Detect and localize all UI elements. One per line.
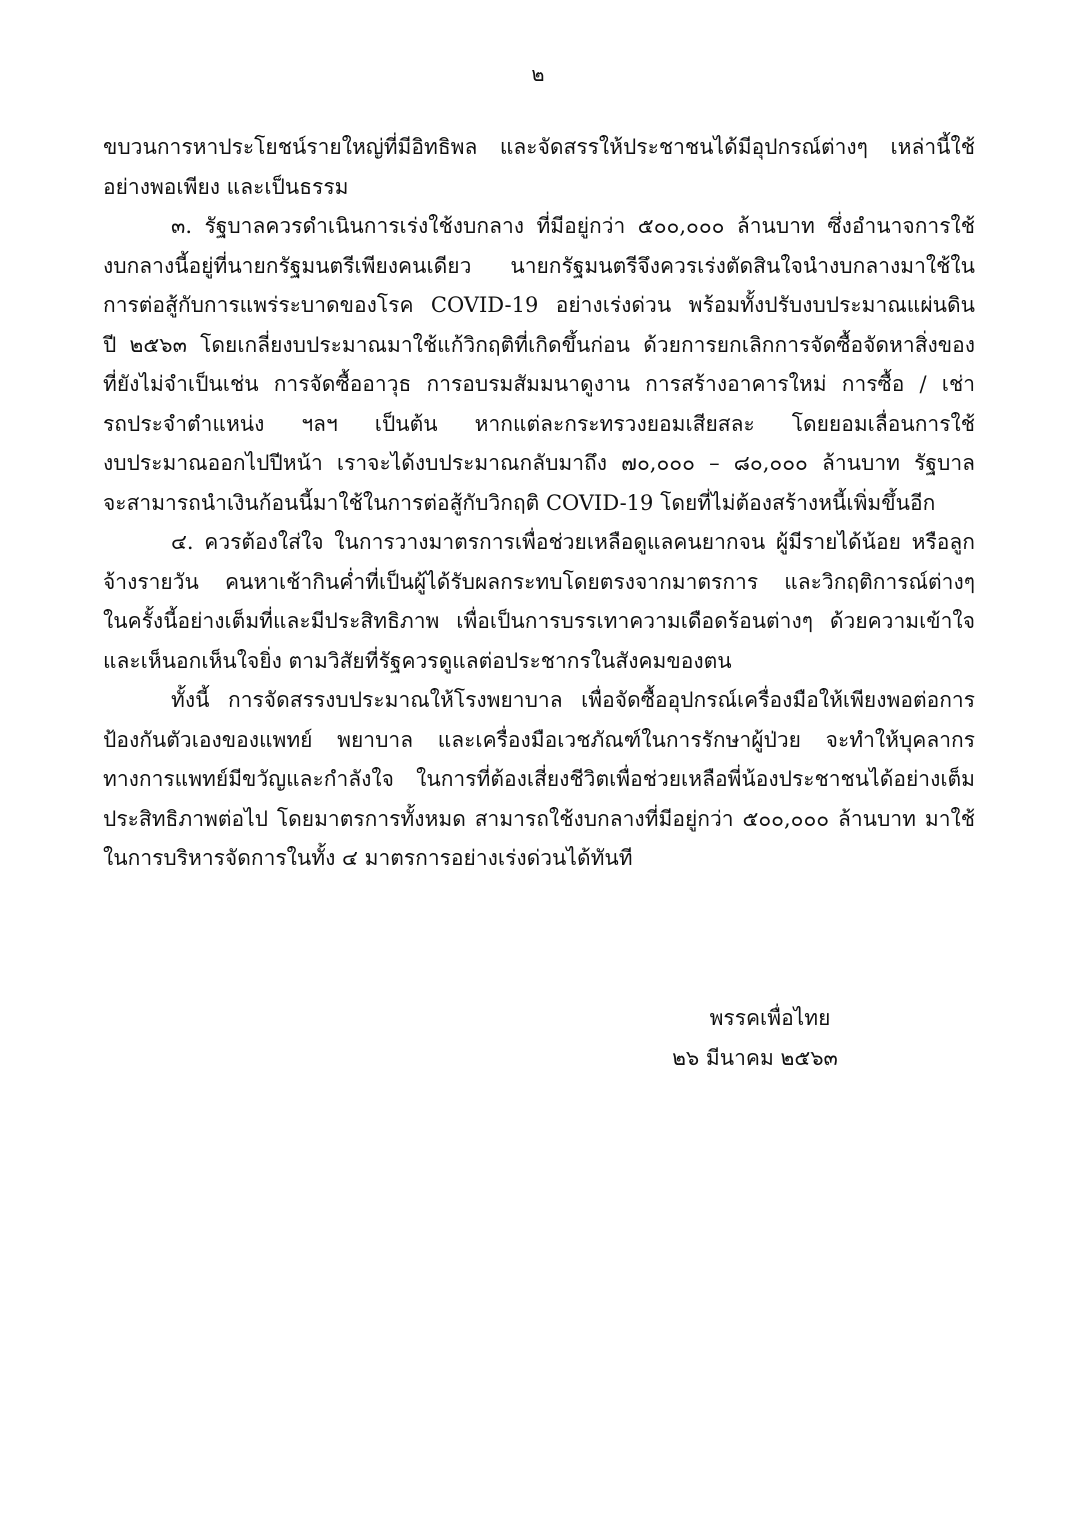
text-line: ขบวนการหาประโยชน์รายใหญ่ที่มีอิทธิพล และจัดสรรให้ประชาชนได้มีอุปกรณ์ต่างๆ เหล่านี้ใช้	[103, 135, 975, 159]
text-line: งบประมาณออกไปปีหน้า เราจะได้งบประมาณกลับมาถึง ๗๐,๐๐๐ – ๘๐,๐๐๐ ล้านบาท รัฐบาล	[103, 451, 975, 475]
text-line: จ้างรายวัน คนหาเช้ากินค่ำที่เป็นผู้ได้รับผลกระทบโดยตรงจากมาตรการ และวิกฤติการณ์ต่างๆ	[103, 569, 975, 594]
text-line: ในการบริหารจัดการในทั้ง ๔ มาตรการอย่างเร่งด่วนได้ทันที	[103, 846, 633, 870]
signature-date: ๒๖ มีนาคม ๒๕๖๓	[672, 1046, 838, 1070]
text-line: การต่อสู้กับการแพร่ระบาดของโรค COVID-19 อย่างเร่งด่วน พร้อมทั้งปรับงบประมาณแผ่นดิน	[103, 293, 975, 317]
closing-paragraph-first-line: ทั้งนี้ การจัดสรรงบประมาณให้โรงพยาบาล เพื่อจัดซื้ออุปกรณ์เครื่องมือให้เพียงพอต่อการ	[171, 688, 975, 712]
text-line: จะสามารถนำเงินก้อนนี้มาใช้ในการต่อสู้กับวิกฤติ COVID-19 โดยที่ไม่ต้องสร้างหนี้เพิ่มขึ้นอีก	[103, 490, 936, 515]
page-number: ๒	[531, 62, 545, 86]
text-line: ในครั้งนี้อย่างเต็มที่และมีประสิทธิภาพ เพื่อเป็นการบรรเทาความเดือดร้อนต่างๆ ด้วยความเข้าใจ	[103, 609, 975, 633]
signature-party: พรรคเพื่อไทย	[709, 1006, 831, 1030]
text-line: ที่ยังไม่จำเป็นเช่น การจัดซื้ออาวุธ การอบรมสัมมนาดูงาน การสร้างอาคารใหม่ การซื้อ / เช่า	[103, 372, 975, 396]
text-line: ปี ๒๕๖๓ โดยเกลี่ยงบประมาณมาใช้แก้วิกฤติที่เกิดขึ้นก่อน ด้วยการยกเลิกการจัดซื้อจัดหาสิ่งของ	[103, 332, 975, 357]
paragraph-3-first-line: ๓. รัฐบาลควรดำเนินการเร่งใช้งบกลาง ที่มีอยู่กว่า ๕๐๐,๐๐๐ ล้านบาท ซึ่งอำนาจการใช้	[171, 214, 975, 238]
text-line: และเห็นอกเห็นใจยิ่ง ตามวิสัยที่รัฐควรดูแลต่อประชากรในสังคมของตน	[103, 648, 732, 673]
text-line: ป้องกันตัวเองของแพทย์ พยาบาล และเครื่องมือเวชภัณฑ์ในการรักษาผู้ป่วย จะทำให้บุคลากร	[103, 727, 975, 752]
text-line: ประสิทธิภาพต่อไป โดยมาตรการทั้งหมด สามารถใช้งบกลางที่มีอยู่กว่า ๕๐๐,๐๐๐ ล้านบาท มาใช้	[103, 806, 975, 831]
text-line: ทางการแพทย์มีขวัญและกำลังใจ ในการที่ต้องเสี่ยงชีวิตเพื่อช่วยเหลือพี่น้องประชาชนได้อย่างเต็ม	[103, 767, 975, 791]
document-body	[103, 128, 975, 879]
text-line: งบกลางนี้อยู่ที่นายกรัฐมนตรีเพียงคนเดียว นายกรัฐมนตรีจึงควรเร่งตัดสินใจนำงบกลางมาใช้ใน	[103, 253, 975, 278]
text-line: อย่างพอเพียง และเป็นธรรม	[103, 174, 349, 199]
text-line: รถประจำตำแหน่ง ฯลฯ เป็นต้น หากแต่ละกระทรวงยอมเสียสละ โดยยอมเลื่อนการใช้	[103, 411, 975, 436]
paragraph-4-first-line: ๔. ควรต้องใส่ใจ ในการวางมาตรการเพื่อช่วยเหลือดูแลคนยากจน ผู้มีรายได้น้อย หรือลูก	[171, 530, 975, 554]
